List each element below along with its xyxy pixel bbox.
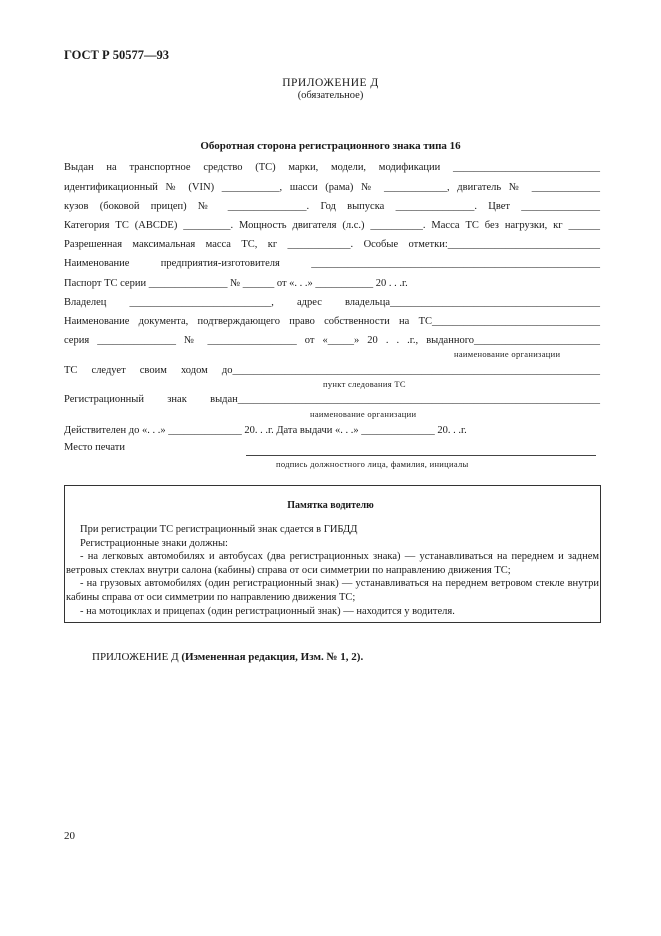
form-line-series: серия _______________ № _________________ от «_____» 20 . . .г., выданного________________________ bbox=[64, 335, 600, 346]
caption-destination: пункт следования ТС bbox=[323, 379, 406, 389]
form-line-destination: ТС следует своим ходом до______________________________________________________________________ bbox=[64, 365, 600, 376]
form-line-validity: Действителен до «. . .» ______________ 20. . .г. Дата выдачи «. . .» ______________ 20. . .г. bbox=[64, 425, 467, 436]
form-line-vin: идентификационный № (VIN) ___________, шасси (рама) № ____________, двигатель № _____________ bbox=[64, 182, 600, 193]
form-title: Оборотная сторона регистрационного знака типа 16 bbox=[200, 140, 461, 152]
form-line-max-mass: Разрешенная максимальная масса ТС, кг ____________. Особые отметки:_____________________________ bbox=[64, 239, 600, 250]
caption-signature: подпись должностного лица, фамилия, инициалы bbox=[276, 459, 469, 469]
footer-note bbox=[92, 651, 363, 663]
form-line-plate-issued: Регистрационный знак выдан_____________________________________________________________________ bbox=[64, 394, 600, 405]
form-line-body: кузов (боковой прицеп) № _______________. Год выпуска _______________. Цвет _______________ bbox=[64, 201, 600, 212]
form-line-ownership-doc: Наименование документа, подтверждающего право собственности на ТС________________________________ bbox=[64, 316, 600, 327]
memo-paragraph: - на легковых автомобилях и автобусах (два регистрационных знака) — устанавливаться на переднем и заднем ветровых стеклах внутри салона (кабины) справа от оси симметрии по направлению движения ТС; bbox=[66, 551, 599, 576]
caption-organization-2: наименование организации bbox=[310, 409, 417, 419]
memo-body bbox=[66, 523, 599, 618]
form-line-owner: Владелец ___________________________, адрес владельца________________________________________ bbox=[64, 297, 600, 308]
appendix-status: (обязательное) bbox=[297, 90, 364, 101]
form-line-vehicle: Выдан на транспортное средство (ТС) марки, модели, модификации ____________________________ bbox=[64, 162, 600, 173]
memo-paragraph: При регистрации ТС регистрационный знак сдается в ГИБДД bbox=[80, 524, 358, 535]
form-line-category: Категория ТС (ABCDE) _________. Мощность двигателя (л.с.) __________. Масса ТС без нагрузки, кг ______ bbox=[64, 220, 600, 231]
signature-line bbox=[246, 455, 596, 456]
caption-organization-1: наименование организации bbox=[454, 349, 561, 359]
memo-paragraph: - на грузовых автомобилях (один регистрационный знак) — устанавливаться на переднем ветровом стекле внутри кабины справа от оси симметрии по направлению движения ТС; bbox=[66, 578, 599, 603]
standard-code: ГОСТ Р 50577—93 bbox=[64, 48, 170, 62]
memo-paragraph: - на мотоциклах и прицепах (один регистрационный знак) — находится у водителя. bbox=[80, 605, 455, 617]
memo-title: Памятка водителю bbox=[287, 500, 374, 511]
form-line-passport: Паспорт ТС серии _______________ № ______ от «. . .» ___________ 20 . . .г. bbox=[64, 278, 408, 289]
footer-amendment: (Измененная редакция, Изм. № 1, 2). bbox=[181, 651, 364, 663]
footer-appendix: ПРИЛОЖЕНИЕ Д bbox=[92, 651, 179, 663]
form-line-stamp-place: Место печати bbox=[64, 442, 126, 453]
page-number: 20 bbox=[64, 830, 75, 842]
memo-paragraph: Регистрационные знаки должны: bbox=[80, 537, 228, 549]
form-line-manufacturer: Наименование предприятия-изготовителя _______________________________________________________ bbox=[64, 258, 600, 269]
appendix-title: ПРИЛОЖЕНИЕ Д bbox=[282, 77, 379, 89]
